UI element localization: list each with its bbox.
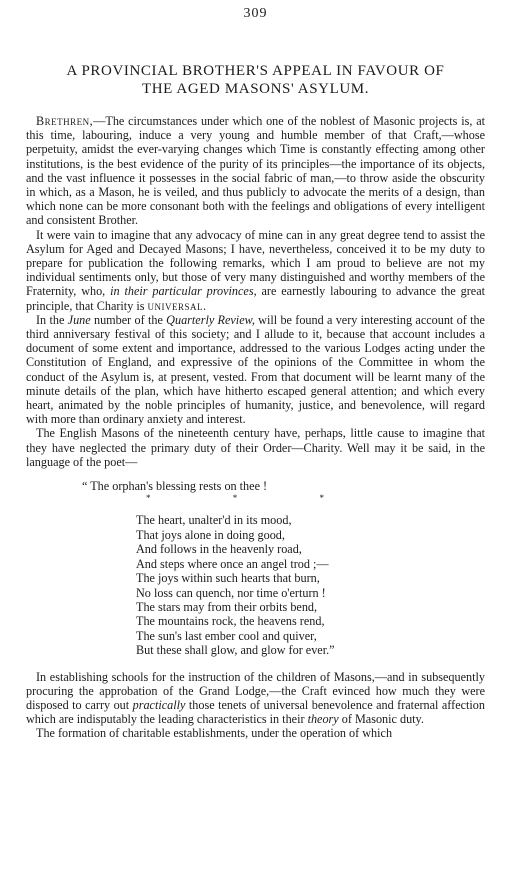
salutation: Brethren, <box>36 114 94 128</box>
poem-line: The mountains rock, the heavens rend, <box>136 614 325 629</box>
paragraph-2-text-a: It were vain to imagine that any advocacy of mine can in any great degree tend to assist the Asylum for Aged and Decayed Masons; I have, nevertheless, conceived it to be my duty to prepare for publication the following remarks, which I am proud to believe are not my individual sentiments only, but those of very many distinguished and worthy members of the Fraternity, who, <box>26 227 485 299</box>
paragraph-4-text: The English Masons of the nineteenth century have, perhaps, little cause to imagine that they have neglected the primary duty of their Order—Charity. Well may it be said, in the language of the poet— <box>26 426 485 469</box>
poem-line: No loss can quench, nor time o'erturn ! <box>136 585 326 600</box>
paragraph-3-italic-b: Quarterly Review, <box>166 312 255 327</box>
paragraph-5 <box>26 670 485 727</box>
paragraph-3-text-c: will be found a very interesting account of the third anniversary festival of this society; and I allude to it, because that account includes a document of some extent and importance, addressed to the various Lodges acting under the Constitution of England, and expressive of the opinions of the Committee in whom the conduct of the Asylum is, at present, vested. From that document will be learnt many of the minute details of the plan, which have hitherto escaped general attention; and which every heart, animated by the noble principles of humanity, justice, and benevolence, will regard with more than ordinary anxiety and interest. <box>26 312 485 427</box>
article-title <box>34 62 477 98</box>
poem-line: The joys within such hearts that burn, <box>136 571 320 586</box>
poem-line: But these shall glow, and glow for ever.” <box>136 643 335 658</box>
paragraph-1-text: —The circumstances under which one of the noblest of Masonic projects is, at this time, labouring, induce a very young and humble member of that Craft,—whose perpetuity, amidst the ever-varying changes which Time is constantly effecting among other institutions, is the best evidence of the purity of its principles—the importance of its objects, and the vast influence it possesses in the social fabric of man,—to throw aside the obscurity in which, as a Mason, he is veiled, and thus publicly to advocate the merits of a design, than which none can be more consonant both with the feelings and obligations of every intelligent and consistent Brother. <box>26 114 485 228</box>
page-number: 309 <box>243 6 268 21</box>
paragraph-6-text: The formation of charitable establishments, under the operation of which <box>36 726 393 741</box>
paragraph-5-italic-b: theory <box>307 712 339 727</box>
paragraph-3-text-a: In the <box>36 312 68 327</box>
paragraph-5-text-b: those tenets of universal benevolence and fraternal affection which are indisputably the leading characteristics in their <box>26 697 485 727</box>
paragraph-2-text-b: are earnestly labouring to advance the great principle, that Charity is <box>26 284 485 313</box>
poem-stars: * * * <box>146 493 364 504</box>
poem-line: And steps where once an angel trod ;— <box>136 556 329 571</box>
poem-first-line: “ The orphan's blessing rests on thee ! <box>82 479 268 494</box>
paragraph-6 <box>26 726 485 740</box>
paragraph-5-text-a: In establishing schools for the instruction of the children of Masons,—and in subsequently procuring the approbation of the Grand Lodge,—the Craft evinced how much they were disposed to carry out <box>26 669 485 712</box>
poem-quote <box>26 479 485 657</box>
paragraph-2 <box>26 228 485 313</box>
paragraph-3-italic-a: June <box>67 312 91 327</box>
paragraph-5-text-c: of Masonic duty. <box>338 712 424 727</box>
poem-line: That joys alone in doing good, <box>136 527 285 542</box>
poem-line: The heart, unalter'd in its mood, <box>136 513 292 528</box>
poem-stanza <box>136 513 485 657</box>
poem-line: The sun's last ember cool and quiver, <box>136 628 317 643</box>
poem-line: And follows in the heavenly road, <box>136 542 302 557</box>
paragraph-2-smallcaps: universal. <box>147 298 207 313</box>
paragraph-4 <box>26 426 485 469</box>
paragraph-3 <box>26 313 485 427</box>
paragraph-1 <box>26 114 485 228</box>
paragraph-5-italic-a: practically <box>132 697 186 712</box>
paragraph-3-text-b: number of the <box>90 312 167 327</box>
paragraph-2-italic: in their particular provinces, <box>110 284 257 299</box>
title-line-1: A PROVINCIAL BROTHER'S APPEAL IN FAVOUR OF <box>66 63 445 79</box>
article-body <box>26 114 485 741</box>
poem-line: The stars may from their orbits bend, <box>136 599 318 614</box>
title-line-2: THE AGED MASONS' ASYLUM. <box>141 81 370 97</box>
